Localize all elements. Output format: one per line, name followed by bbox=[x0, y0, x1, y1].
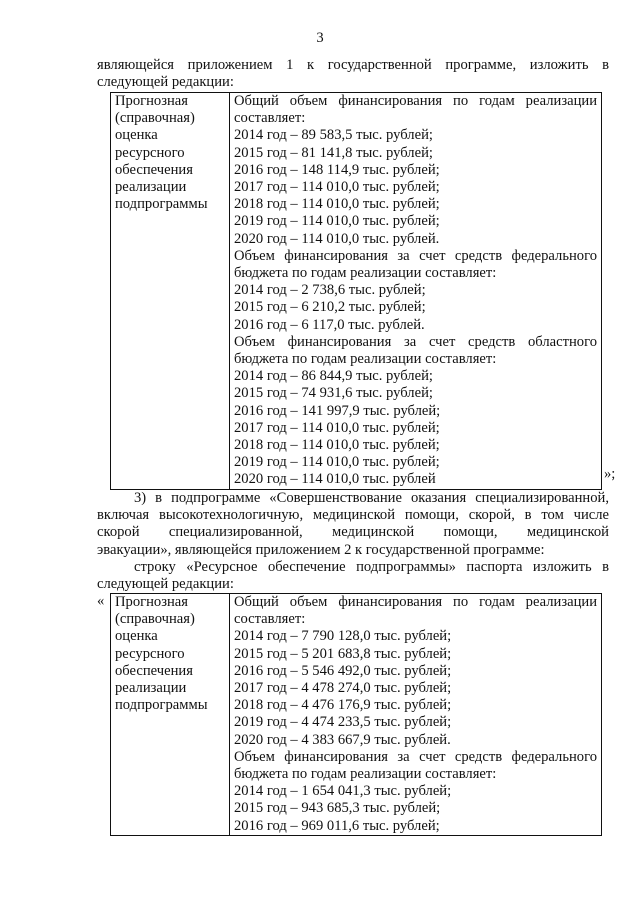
financing-line: 2019 год – 4 474 233,5 тыс. рублей; bbox=[234, 714, 452, 731]
intro-line: следующей редакции: bbox=[97, 74, 234, 91]
financing-line: 2019 год – 114 010,0 тыс. рублей; bbox=[234, 454, 440, 471]
label-line: реализации bbox=[115, 680, 187, 697]
item-3b-line: следующей редакции: bbox=[97, 576, 234, 593]
table-row bbox=[111, 594, 602, 836]
label-line: оценка bbox=[115, 127, 158, 144]
label-line: подпрограммы bbox=[115, 196, 208, 213]
financing-line: бюджета по годам реализации составляет: bbox=[234, 351, 497, 368]
financing-line: 2015 год – 74 931,6 тыс. рублей; bbox=[234, 385, 433, 402]
financing-line: 2020 год – 114 010,0 тыс. рублей. bbox=[234, 230, 440, 247]
financing-line: бюджета по годам реализации составляет: bbox=[234, 766, 497, 783]
financing-line: 2020 год – 4 383 667,9 тыс. рублей. bbox=[234, 731, 451, 748]
financing-line: составляет: bbox=[234, 611, 306, 628]
financing-line: 2014 год – 89 583,5 тыс. рублей; bbox=[234, 127, 433, 144]
financing-line: 2016 год – 6 117,0 тыс. рублей. bbox=[234, 316, 425, 333]
intro-paragraph bbox=[97, 57, 609, 91]
row-label-cell bbox=[111, 594, 230, 836]
financing-line: Объем финансирования за счет средств областного bbox=[234, 333, 597, 350]
label-line: (справочная) bbox=[115, 611, 195, 628]
page-number: 3 bbox=[316, 30, 324, 46]
label-line: ресурсного bbox=[115, 144, 185, 161]
intro-line: являющейся приложением 1 к государственной программе, изложить в bbox=[97, 57, 609, 73]
item-3b-line: строку «Ресурсное обеспечение подпрограммы» паспорта изложить в bbox=[134, 559, 609, 575]
row-label-cell bbox=[111, 93, 230, 490]
financing-line: составляет: bbox=[234, 110, 306, 127]
financing-line: 2015 год – 81 141,8 тыс. рублей; bbox=[234, 144, 433, 161]
closing-quote: »; bbox=[604, 466, 616, 482]
financing-line: 2016 год – 969 011,6 тыс. рублей; bbox=[234, 817, 440, 834]
label-line: ресурсного bbox=[115, 645, 185, 662]
item-3-line: включая высокотехнологичную, медицинской помощи, скорой, в том числе bbox=[97, 507, 609, 524]
financing-line: 2016 год – 148 114,9 тыс. рублей; bbox=[234, 161, 440, 178]
table-row bbox=[111, 93, 602, 490]
financing-cell bbox=[230, 594, 602, 836]
financing-line: бюджета по годам реализации составляет: bbox=[234, 265, 497, 282]
label-line: обеспечения bbox=[115, 662, 193, 679]
label-line: Прогнозная bbox=[115, 93, 188, 109]
financing-line: 2014 год – 1 654 041,3 тыс. рублей; bbox=[234, 783, 452, 800]
financing-line: 2018 год – 114 010,0 тыс. рублей; bbox=[234, 437, 440, 454]
financing-line: 2015 год – 943 685,3 тыс. рублей; bbox=[234, 800, 441, 817]
label-line: Прогнозная bbox=[115, 594, 188, 610]
financing-line: 2015 год – 6 210,2 тыс. рублей; bbox=[234, 299, 426, 316]
financing-line: 2015 год – 5 201 683,8 тыс. рублей; bbox=[234, 645, 452, 662]
financing-line: 2014 год – 86 844,9 тыс. рублей; bbox=[234, 368, 433, 385]
financing-line: 2018 год – 114 010,0 тыс. рублей; bbox=[234, 196, 440, 213]
financing-line: Общий объем финансирования по годам реализации bbox=[234, 93, 597, 109]
opening-quote: « bbox=[97, 593, 105, 609]
financing-line: 2016 год – 5 546 492,0 тыс. рублей; bbox=[234, 662, 452, 679]
financing-line: Объем финансирования за счет средств федерального bbox=[234, 748, 597, 765]
financing-line: 2014 год – 7 790 128,0 тыс. рублей; bbox=[234, 628, 452, 645]
resource-table-2 bbox=[110, 593, 602, 836]
financing-line: Объем финансирования за счет средств федерального bbox=[234, 247, 597, 264]
label-line: оценка bbox=[115, 628, 158, 645]
financing-line: 2020 год – 114 010,0 тыс. рублей bbox=[234, 471, 436, 488]
label-line: (справочная) bbox=[115, 110, 195, 127]
financing-line: 2016 год – 141 997,9 тыс. рублей; bbox=[234, 402, 441, 419]
resource-table-1 bbox=[110, 92, 602, 490]
financing-line: 2018 год – 4 476 176,9 тыс. рублей; bbox=[234, 697, 452, 714]
financing-line: 2014 год – 2 738,6 тыс. рублей; bbox=[234, 282, 426, 299]
financing-line: Общий объем финансирования по годам реализации bbox=[234, 594, 597, 610]
label-line: реализации bbox=[115, 179, 187, 196]
item-3-line: эвакуации», являющейся приложением 2 к государственной программе: bbox=[97, 541, 545, 558]
financing-line: 2017 год – 114 010,0 тыс. рублей; bbox=[234, 179, 440, 196]
financing-line: 2019 год – 114 010,0 тыс. рублей; bbox=[234, 213, 440, 230]
item-3-line: скорой специализированной, медицинской помощи, медицинской bbox=[97, 524, 609, 541]
item-3-paragraph bbox=[97, 490, 609, 559]
label-line: подпрограммы bbox=[115, 697, 208, 714]
financing-line: 2017 год – 4 478 274,0 тыс. рублей; bbox=[234, 680, 452, 697]
label-line: обеспечения bbox=[115, 161, 193, 178]
item-3-line: 3) в подпрограмме «Совершенствование оказания специализированной, bbox=[134, 490, 609, 506]
financing-line: 2017 год – 114 010,0 тыс. рублей; bbox=[234, 419, 440, 436]
item-3b-paragraph bbox=[97, 559, 609, 593]
financing-cell bbox=[230, 93, 602, 490]
